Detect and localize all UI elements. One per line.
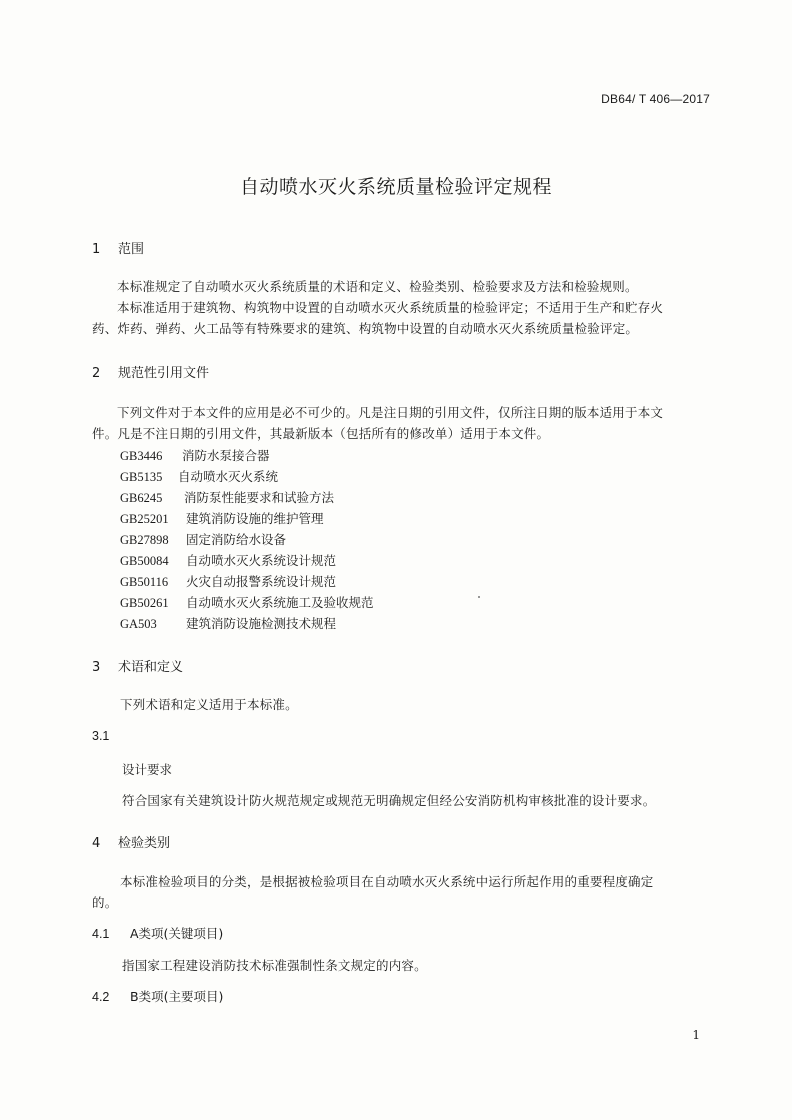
reference-item xyxy=(120,572,336,590)
paragraph-line: 的。 xyxy=(92,895,118,910)
subsection-4-2-heading xyxy=(92,987,223,1005)
section-number: 2 xyxy=(92,366,101,381)
reference-code: GB50261 xyxy=(120,596,169,610)
reference-code: GB50084 xyxy=(120,554,169,568)
section-3-heading xyxy=(92,656,183,675)
paragraph-line: 下列文件对于本文件的应用是必不可少的。凡是注日期的引用文件，仅所注日期的版本适用于本文 xyxy=(117,405,664,420)
standard-number: DB64/ T 406—2017 xyxy=(601,92,710,106)
section-title: 术语和定义 xyxy=(118,660,184,675)
reference-title: 火灾自动报警系统设计规范 xyxy=(186,574,337,589)
reference-code: GB25201 xyxy=(120,512,169,526)
reference-title: 建筑消防设施的维护管理 xyxy=(186,511,324,526)
section-number: 1 xyxy=(92,242,101,257)
reference-title: 自动喷水灭火系统 xyxy=(178,469,279,484)
reference-item xyxy=(120,509,324,527)
reference-item xyxy=(120,488,334,506)
section-4-heading xyxy=(92,832,170,851)
page-number: 1 xyxy=(692,1028,700,1042)
subsection-4-1-heading xyxy=(92,924,223,942)
reference-title: 固定消防给水设备 xyxy=(186,532,287,547)
paragraph: 下列术语和定义适用于本标准。 xyxy=(120,697,298,712)
paragraph: 本标准规定了自动喷水灭火系统质量的术语和定义、检验类别、检验要求及方法和检验规则。 xyxy=(117,279,638,294)
section-number: 4 xyxy=(92,836,101,851)
reference-item xyxy=(120,446,270,464)
reference-title: 消防水泵接合器 xyxy=(182,448,270,463)
paragraph-line: 本标准适用于建筑物、构筑物中设置的自动喷水灭火系统质量的检验评定；不适用于生产和贮存火 xyxy=(117,300,664,315)
reference-title: 消防泵性能要求和试验方法 xyxy=(184,490,335,505)
reference-code: GA503 xyxy=(120,617,157,631)
reference-code: GB27898 xyxy=(120,533,169,547)
term-number: 3.1 xyxy=(92,729,110,743)
reference-code: GB6245 xyxy=(120,491,163,505)
document-title: 自动喷水灭火系统质量检验评定规程 xyxy=(239,176,552,198)
term-name: 设计要求 xyxy=(122,762,173,777)
reference-code: GB3446 xyxy=(120,449,163,463)
paragraph: 指国家工程建设消防技术标准强制性条文规定的内容。 xyxy=(122,958,427,973)
reference-item xyxy=(120,467,278,485)
section-number: 3 xyxy=(92,660,101,675)
reference-title: 自动喷水灭火系统施工及验收规范 xyxy=(186,595,374,610)
reference-title: 自动喷水灭火系统设计规范 xyxy=(186,553,337,568)
subsection-number: 4.2 xyxy=(92,990,110,1004)
scan-speck xyxy=(478,596,480,598)
reference-title: 建筑消防设施检测技术规程 xyxy=(186,616,337,631)
subsection-number: 4.1 xyxy=(92,927,110,941)
term-definition: 符合国家有关建筑设计防火规范规定或规范无明确规定但经公安消防机构审核批准的设计要求。 xyxy=(122,793,656,808)
reference-item xyxy=(120,614,336,632)
subsection-title: B类项(主要项目) xyxy=(130,989,224,1004)
reference-item xyxy=(120,551,336,569)
reference-code: GB5135 xyxy=(120,470,163,484)
section-title: 范围 xyxy=(118,242,145,257)
section-2-heading xyxy=(92,362,209,381)
section-1-heading xyxy=(92,238,144,257)
reference-code: GB50116 xyxy=(120,575,169,589)
section-title: 检验类别 xyxy=(118,836,171,851)
paragraph-line: 药、炸药、弹药、火工品等有特殊要求的建筑、构筑物中设置的自动喷水灭火系统质量检验评定。 xyxy=(92,321,639,336)
reference-item xyxy=(120,530,286,548)
reference-item xyxy=(120,593,374,611)
paragraph-line: 件。凡是不注日期的引用文件，其最新版本（包括所有的修改单）适用于本文件。 xyxy=(92,426,550,441)
section-title: 规范性引用文件 xyxy=(118,366,210,381)
paragraph-line: 本标准检验项目的分类，是根据被检验项目在自动喷水灭火系统中运行所起作用的重要程度确定 xyxy=(120,874,654,889)
subsection-title: A类项(关键项目) xyxy=(130,926,224,941)
